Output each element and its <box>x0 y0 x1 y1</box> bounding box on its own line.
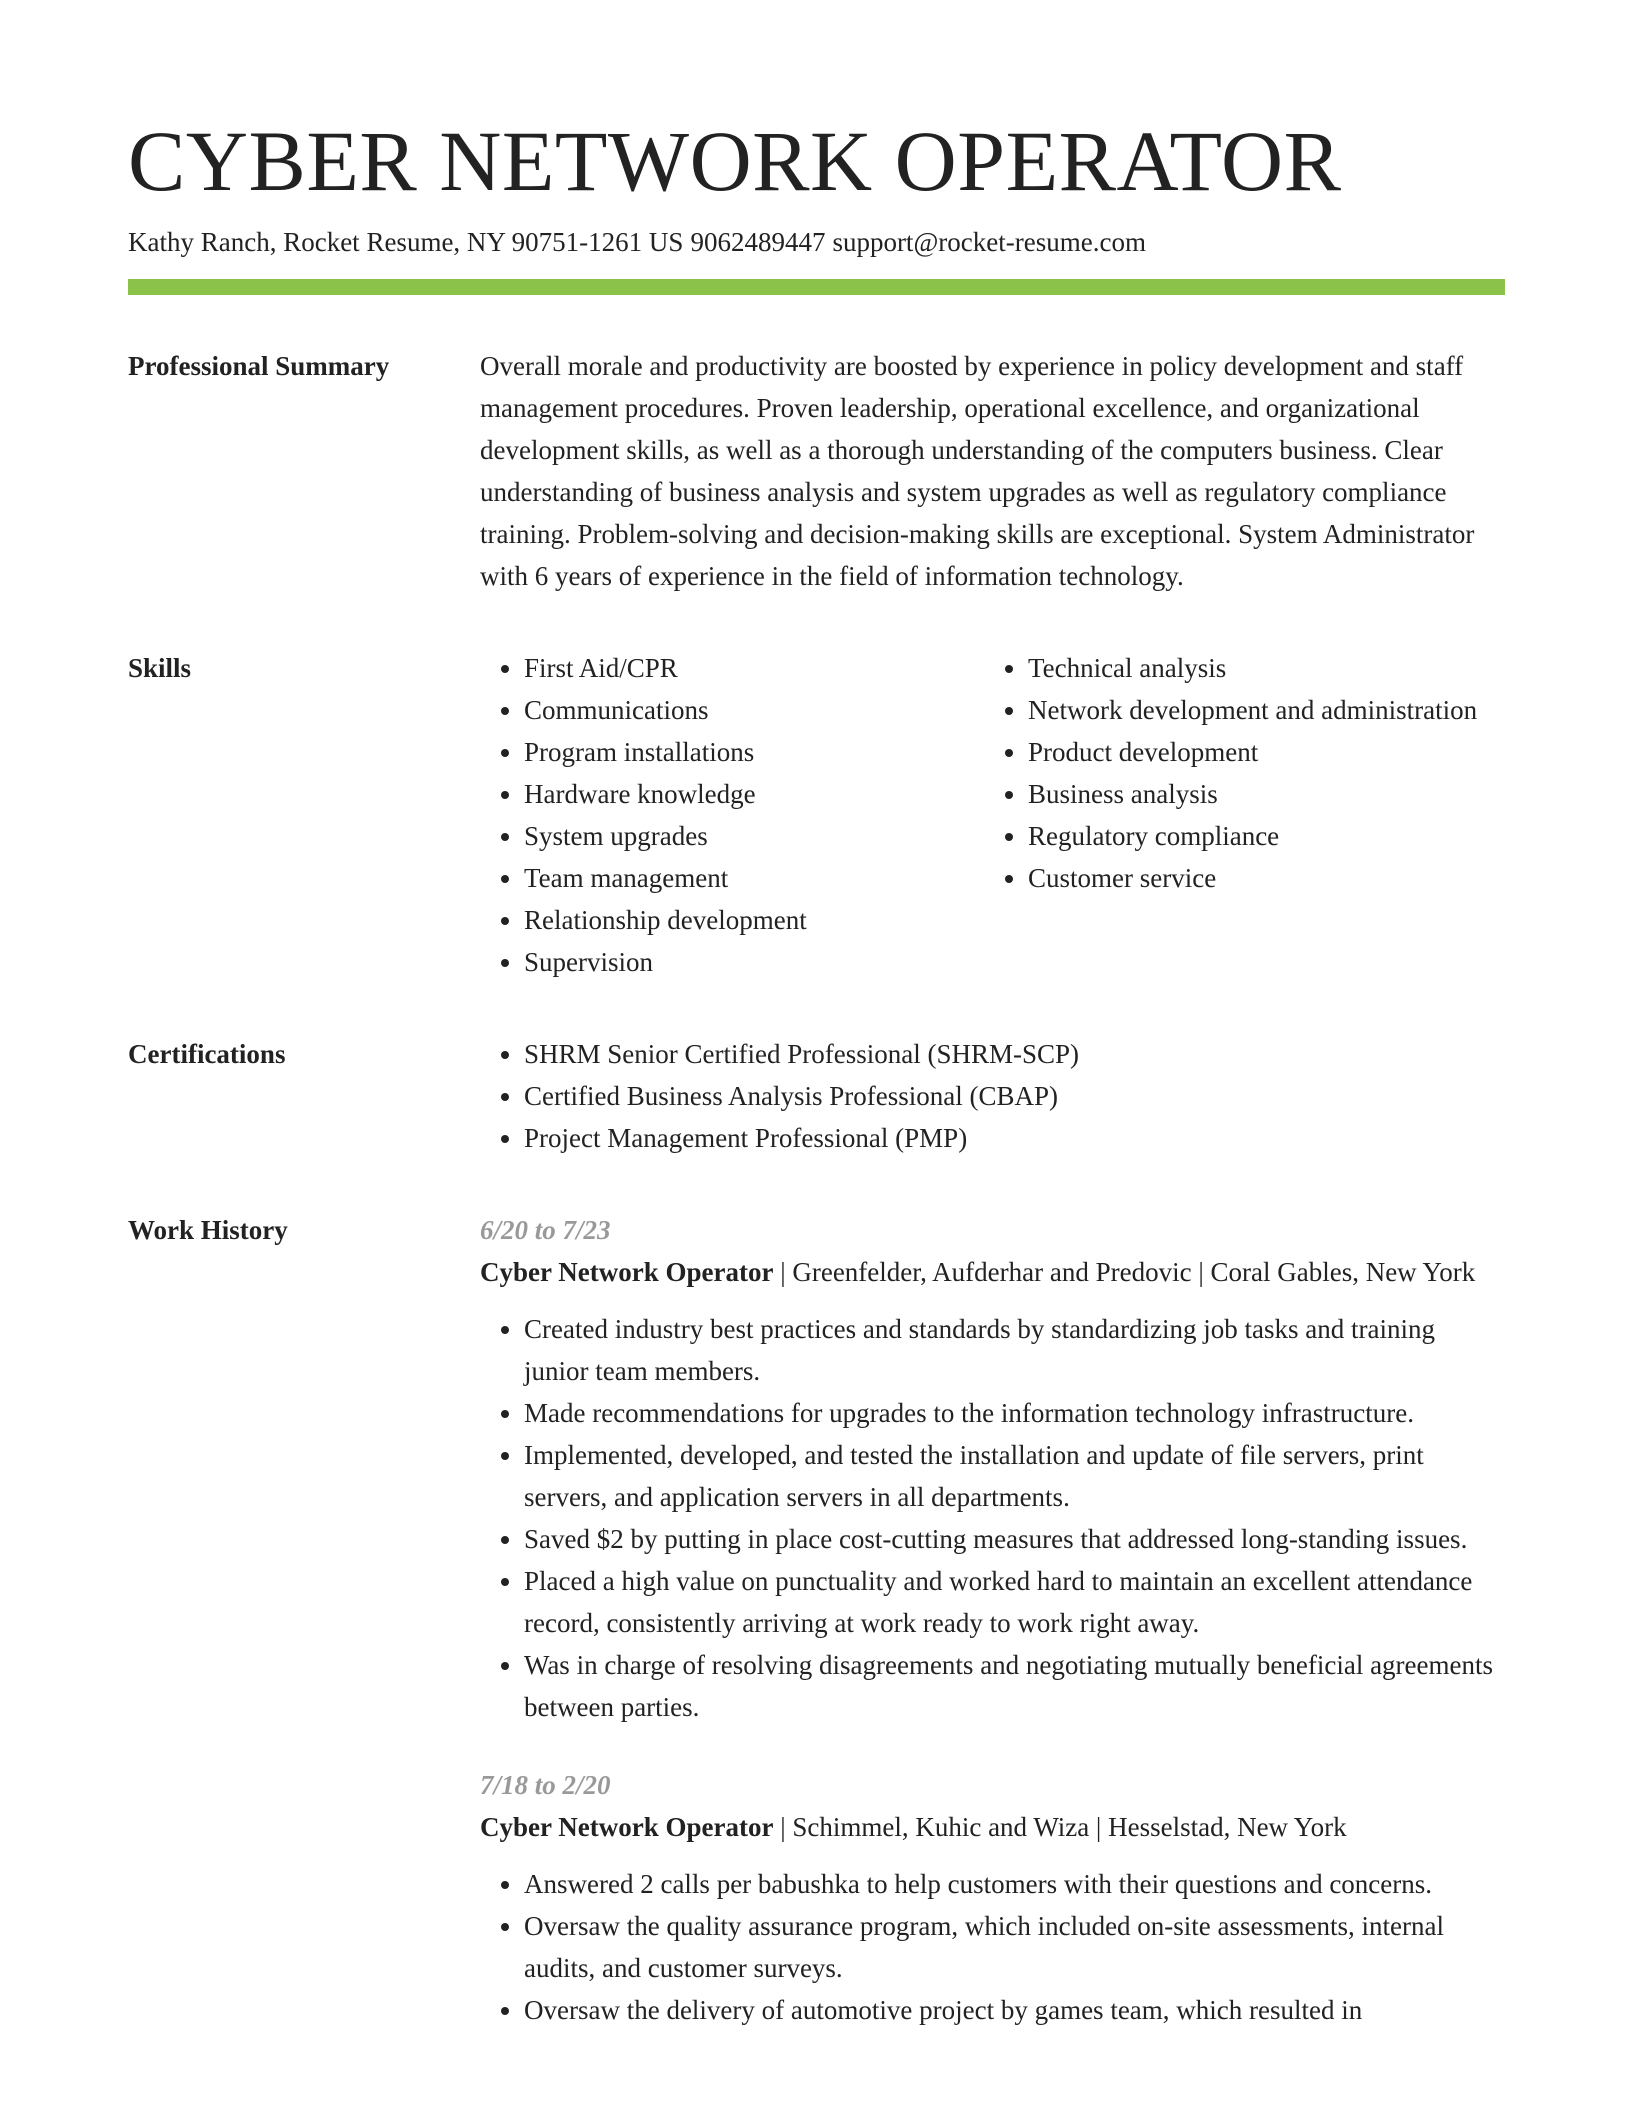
certifications-body <box>480 1033 1505 1159</box>
skill-item: • Team management <box>524 857 984 899</box>
contact-email[interactable]: support@rocket-resume.com <box>832 227 1146 257</box>
job-bullet: • Implemented, developed, and tested the installation and update of file servers, print servers, and application servers in all departments. <box>524 1434 1505 1518</box>
skills-heading: Skills <box>128 653 192 684</box>
skill-item: • Regulatory compliance <box>1028 815 1508 857</box>
work-history-section <box>128 1209 1505 2067</box>
job-title: Cyber Network Operator <box>480 1257 774 1288</box>
summary-section <box>128 345 1505 597</box>
job-dates: 7/18 to 2/20 <box>480 1770 611 1801</box>
job-entry <box>480 1764 1505 2031</box>
job-bullets <box>480 1308 1505 1728</box>
job-bullet: • Created industry best practices and standards by standardizing job tasks and training junior team members. <box>524 1308 1505 1392</box>
job-entry <box>480 1209 1505 1728</box>
job-header <box>480 1806 1505 1848</box>
page-title: CYBER NETWORK OPERATOR <box>128 113 1342 209</box>
certification-item: • Certified Business Analysis Professional (CBAP) <box>524 1075 1505 1117</box>
job-dates: 6/20 to 7/23 <box>480 1215 611 1246</box>
job-bullets <box>480 1863 1505 2031</box>
job-bullet: • Was in charge of resolving disagreements and negotiating mutually beneficial agreements between parties. <box>524 1644 1505 1728</box>
skill-item: • First Aid/CPR <box>524 647 984 689</box>
job-header <box>480 1251 1505 1293</box>
skill-item: • System upgrades <box>524 815 984 857</box>
job-bullet: • Oversaw the quality assurance program, which included on-site assessments, internal audits, and customer surveys. <box>524 1905 1505 1989</box>
skill-item: • Network development and administration <box>1028 689 1508 731</box>
certifications-section <box>128 1033 1505 1159</box>
job-bullet: • Answered 2 calls per babushka to help customers with their questions and concerns. <box>524 1863 1505 1905</box>
skill-item: • Supervision <box>524 941 984 983</box>
certification-item: • SHRM Senior Certified Professional (SHRM-SCP) <box>524 1033 1505 1075</box>
work-history-body <box>480 1209 1505 2067</box>
skill-item: • Customer service <box>1028 857 1508 899</box>
header-divider <box>128 279 1505 295</box>
work-history-heading: Work History <box>128 1215 288 1246</box>
job-details: | Schimmel, Kuhic and Wiza | Hesselstad, New York <box>773 1812 1347 1843</box>
skill-item: • Product development <box>1028 731 1508 773</box>
job-bullet: • Oversaw the delivery of automotive project by games team, which resulted in <box>524 1989 1505 2031</box>
skill-item: • Program installations <box>524 731 984 773</box>
skill-item: • Hardware knowledge <box>524 773 984 815</box>
job-title: Cyber Network Operator <box>480 1812 774 1843</box>
skills-list-right <box>984 647 1508 983</box>
certifications-heading: Certifications <box>128 1039 286 1070</box>
skills-list-left <box>480 647 984 983</box>
certifications-list <box>480 1033 1505 1159</box>
job-bullet: • Placed a high value on punctuality and worked hard to maintain an excellent attendance record, consistently arriving at work ready to work right away. <box>524 1560 1505 1644</box>
skills-section <box>128 647 1505 983</box>
skill-item: • Technical analysis <box>1028 647 1508 689</box>
skill-item: • Business analysis <box>1028 773 1508 815</box>
contact-phone: 9062489447 <box>690 227 826 257</box>
summary-text: Overall morale and productivity are boosted by experience in policy development and staff management procedures. Proven leadership, operational excellence, and organizational development skills, as well as a thorough understanding of the computers business. Clear understanding of business analysis and system upgrades as well as regulatory compliance training. Problem-solving and decision-making skills are exceptional. System Administrator with 6 years of experience in the field of information technology. <box>480 351 1475 592</box>
skill-item: • Relationship development <box>524 899 984 941</box>
skill-item: • Communications <box>524 689 984 731</box>
certification-item: • Project Management Professional (PMP) <box>524 1117 1505 1159</box>
job-bullet: • Made recommendations for upgrades to the information technology infrastructure. <box>524 1392 1505 1434</box>
contact-line <box>128 226 1505 258</box>
summary-body <box>480 345 1505 597</box>
skills-body <box>480 647 1508 983</box>
contact-address: Kathy Ranch, Rocket Resume, NY 90751-1261 US <box>128 227 684 257</box>
job-details: | Greenfelder, Aufderhar and Predovic | Coral Gables, New York <box>773 1257 1476 1288</box>
resume-page <box>128 113 1505 2067</box>
job-bullet: • Saved $2 by putting in place cost-cutting measures that addressed long-standing issues. <box>524 1518 1505 1560</box>
summary-heading: Professional Summary <box>128 351 390 382</box>
